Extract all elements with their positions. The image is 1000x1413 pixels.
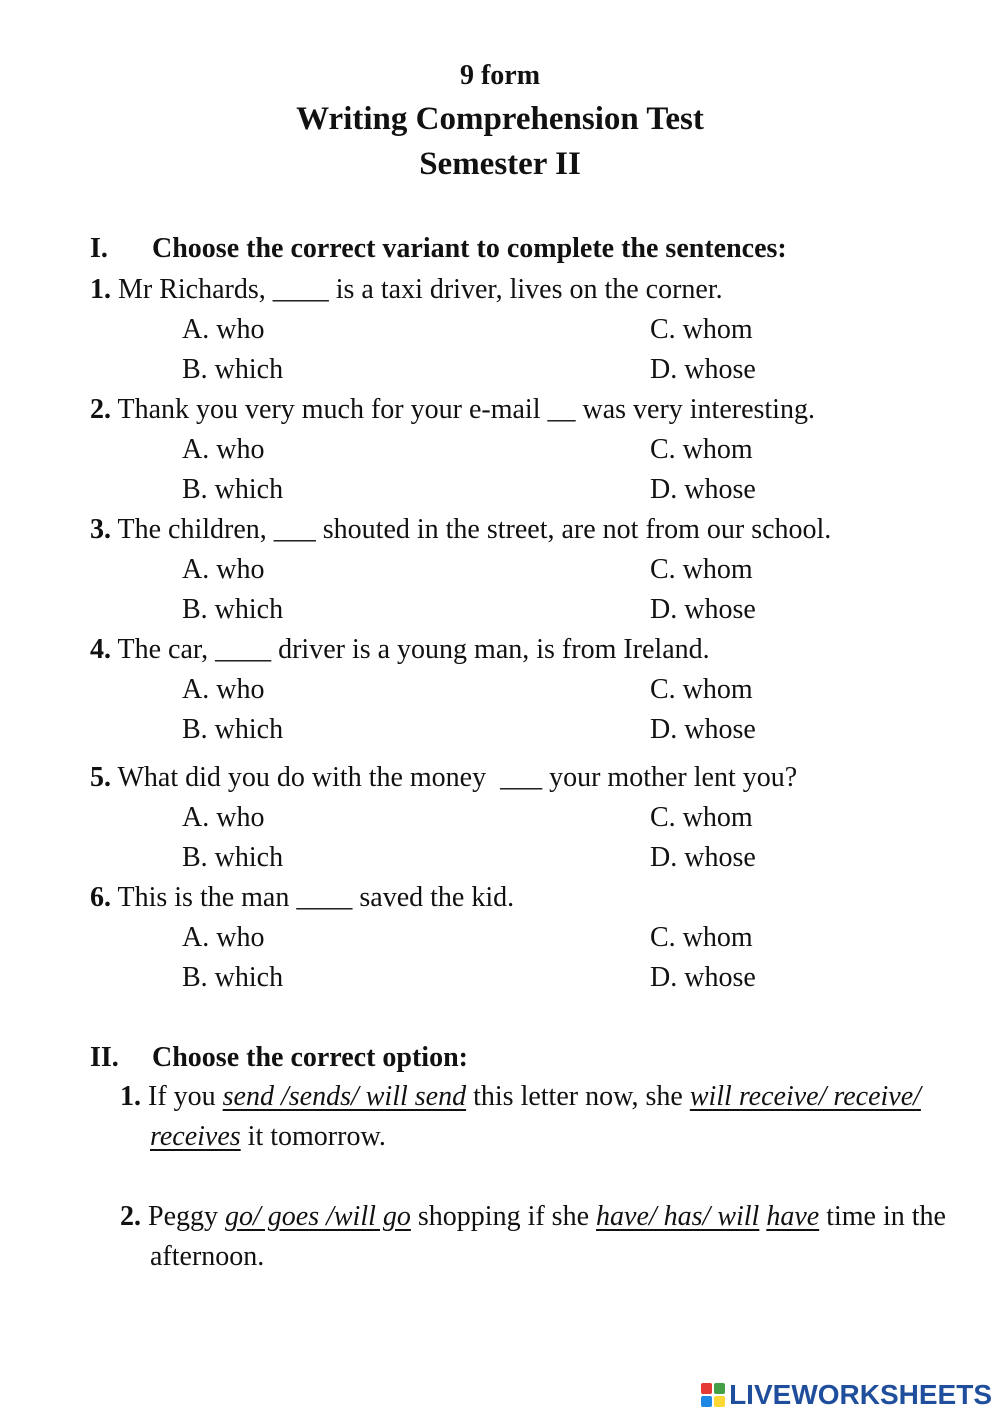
section-1-numeral: I. (90, 233, 108, 264)
option-c[interactable]: C. whom (650, 554, 753, 585)
option-b[interactable]: B. which (182, 962, 284, 993)
brand-name: LIVEWORKSHEETS (729, 1379, 992, 1410)
liveworksheets-brand (701, 1380, 992, 1410)
question-number: 1. (120, 1081, 141, 1112)
section-1-heading (90, 233, 787, 265)
option-a[interactable]: A. who (182, 554, 265, 585)
section-2-question-1 (120, 1077, 980, 1157)
semester-label: Semester II (419, 146, 581, 182)
option-a[interactable]: A. who (182, 922, 265, 953)
option-c[interactable]: C. whom (650, 434, 753, 465)
form-label: 9 form (459, 60, 541, 91)
section-1-instruction: Choose the correct variant to complete the sentences: (152, 233, 787, 264)
question-text: time in the afternoon. (150, 1201, 946, 1272)
option-b[interactable]: B. which (182, 354, 284, 385)
question-text: What did you do with the money ___ your mother lent you? (111, 762, 798, 793)
option-d[interactable]: D. whose (650, 962, 756, 993)
option-d[interactable]: D. whose (650, 842, 756, 873)
question-text: Peggy (141, 1201, 225, 1232)
verb-choice[interactable]: will receive/ receive/ receives (150, 1081, 921, 1152)
test-title: Writing Comprehension Test (296, 101, 704, 137)
question-6 (90, 882, 514, 914)
option-c[interactable]: C. whom (650, 314, 753, 345)
verb-choice[interactable]: go/ goes /will go (225, 1201, 411, 1232)
verb-choice[interactable]: send /sends/ will send (222, 1081, 467, 1112)
verb-choice[interactable]: have/ has/ will (596, 1201, 760, 1232)
question-number: 5. (90, 762, 111, 793)
verb-choice[interactable]: have (766, 1201, 820, 1232)
option-d[interactable]: D. whose (650, 594, 756, 625)
question-text: Mr Richards, ____ is a taxi driver, lives on the corner. (111, 274, 723, 305)
question-text: The car, ____ driver is a young man, is from Ireland. (111, 634, 710, 665)
question-3 (90, 514, 831, 546)
option-c[interactable]: C. whom (650, 674, 753, 705)
option-b[interactable]: B. which (182, 714, 284, 745)
option-d[interactable]: D. whose (650, 714, 756, 745)
question-number: 2. (120, 1201, 141, 1232)
option-d[interactable]: D. whose (650, 474, 756, 505)
question-number: 3. (90, 514, 111, 545)
question-number: 4. (90, 634, 111, 665)
question-text: If you (141, 1081, 223, 1112)
question-number: 1. (90, 274, 111, 305)
question-text: shopping if she (410, 1201, 597, 1232)
question-text: This is the man ____ saved the kid. (111, 882, 515, 913)
question-text: it tomorrow. (240, 1121, 386, 1152)
option-a[interactable]: A. who (182, 674, 265, 705)
question-4 (90, 634, 710, 666)
option-b[interactable]: B. which (182, 842, 284, 873)
question-2 (90, 394, 815, 426)
question-1 (90, 274, 723, 306)
option-c[interactable]: C. whom (650, 922, 753, 953)
question-5 (90, 762, 797, 794)
question-text: this letter now, she (466, 1081, 690, 1112)
question-number: 6. (90, 882, 111, 913)
section-2-question-2 (120, 1197, 980, 1277)
option-b[interactable]: B. which (182, 474, 284, 505)
question-number: 2. (90, 394, 111, 425)
option-d[interactable]: D. whose (650, 354, 756, 385)
option-a[interactable]: A. who (182, 434, 265, 465)
section-2-heading (90, 1042, 468, 1074)
option-b[interactable]: B. which (182, 594, 284, 625)
question-text: Thank you very much for your e-mail __ was very interesting. (111, 394, 815, 425)
option-c[interactable]: C. whom (650, 802, 753, 833)
section-2-instruction: Choose the correct option: (152, 1042, 468, 1073)
option-a[interactable]: A. who (182, 802, 265, 833)
liveworksheets-logo-icon (701, 1383, 725, 1407)
question-text: The children, ___ shouted in the street, are not from our school. (111, 514, 832, 545)
section-2-numeral: II. (90, 1042, 119, 1073)
option-a[interactable]: A. who (182, 314, 265, 345)
